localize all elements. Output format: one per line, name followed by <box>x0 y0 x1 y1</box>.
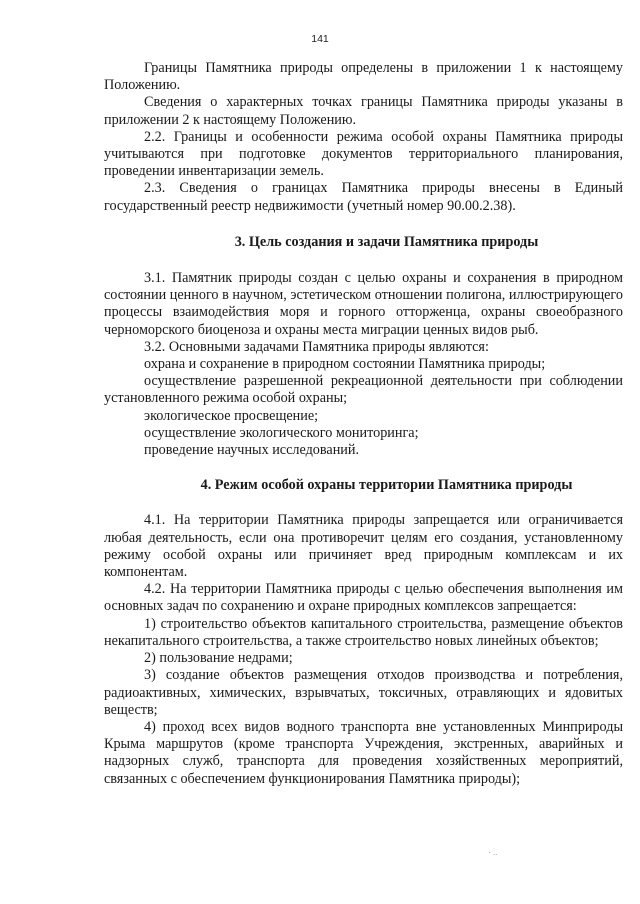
paragraph-boundary-points: Сведения о характерных точках границы Памятника природы указаны в приложении 2 к настоящему Положению. <box>104 94 623 128</box>
scan-artifact-mark: · .. <box>488 848 498 857</box>
prohibition-item: 3) создание объектов размещения отходов производства и потребления, радиоактивных, химических, взрывчатых, токсичных, отравляющих и ядовитых веществ; <box>104 667 623 718</box>
paragraph-4-2: 4.2. На территории Памятника природы с целью обеспечения выполнения им основных задач по сохранению и охране природных комплексов запрещается: <box>104 581 623 615</box>
task-item: охрана и сохранение в природном состоянии Памятника природы; <box>144 356 546 373</box>
task-item: осуществление экологического мониторинга; <box>144 424 419 441</box>
prohibition-item: 2) пользование недрами; <box>144 650 293 667</box>
page-number: 141 <box>311 33 329 45</box>
section-4-heading: 4. Режим особой охраны территории Памятника природы <box>200 477 573 494</box>
prohibition-item: 4) проход всех видов водного транспорта вне установленных Минприроды Крыма маршрутов (кроме транспорта Учреждения, экстренных, аварийных и надзорных служб, транспорта для проведения хозяйственных мероприятий, связанных с обеспечением функционирования Памятника природы); <box>104 718 623 787</box>
paragraph-3-2: 3.2. Основными задачами Памятника природы являются: <box>144 338 489 355</box>
paragraph-boundaries: Границы Памятника природы определены в приложении 1 к настоящему Положению. <box>104 60 623 94</box>
task-item: осуществление разрешенной рекреационной деятельности при соблюдении установленного режима особой охраны; <box>104 373 623 407</box>
prohibition-item: 1) строительство объектов капитального строительства, размещение объектов некапитального строительства, а также строительство новых линейных объектов; <box>104 615 623 649</box>
section-3-heading: 3. Цель создания и задачи Памятника природы <box>234 233 539 250</box>
paragraph-2-2: 2.2. Границы и особенности режима особой охраны Памятника природы учитываются при подготовке документов территориального планирования, проведении инвентаризации земель. <box>104 128 623 180</box>
document-body <box>104 60 623 788</box>
paragraph-2-3: 2.3. Сведения о границах Памятника природы внесены в Единый государственный реестр недвижимости (учетный номер 90.00.2.38). <box>104 180 623 214</box>
paragraph-4-1: 4.1. На территории Памятника природы запрещается или ограничивается любая деятельность, если она противоречит целям его создания, установленному режиму особой охраны или причиняет вред природным комплексам и их компонентам. <box>104 512 623 581</box>
task-item: экологическое просвещение; <box>144 407 319 424</box>
paragraph-3-1: 3.1. Памятник природы создан с целью охраны и сохранения в природном состоянии ценного в научном, эстетическом отношении полигона, иллюстрирующего процессы взаимодействия моря и горного отторженца, охраны своеобразного черноморского биоценоза и охраны места миграции ценных видов рыб. <box>104 270 623 338</box>
task-item: проведение научных исследований. <box>144 442 360 459</box>
